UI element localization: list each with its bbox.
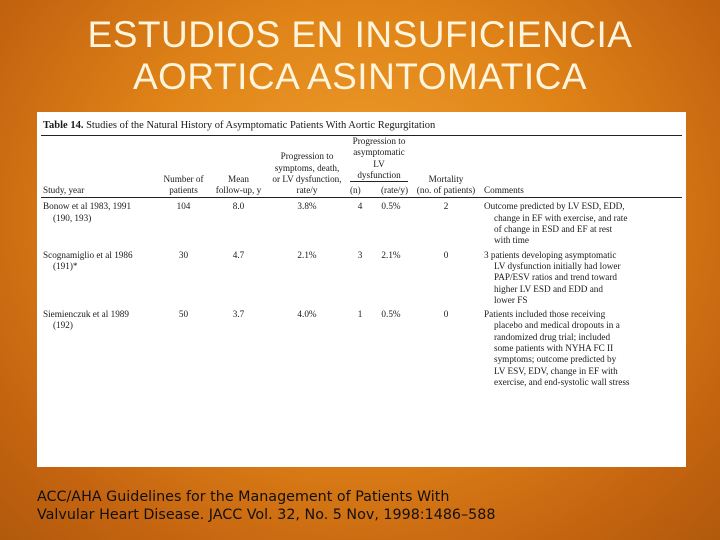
row-progression: 2.1% bbox=[297, 249, 317, 260]
header-patients: Number of patients bbox=[163, 173, 204, 196]
row-mortality: 0 bbox=[443, 249, 449, 260]
row-comments: Patients included those receiving placebo and medical dropouts in a randomized drug trial; included some patients with NYHA FC II symptoms; outcome predicted by LV ESV, EDV, change in EF with exercise, and end-systolic wall stress bbox=[484, 309, 630, 387]
header-followup: Mean follow-up, y bbox=[215, 173, 262, 196]
row-comments: 3 patients developing asymptomatic LV dysfunction initially had lower PAP/ESV ratios and trend toward higher LV ESD and EDD and lower FS bbox=[484, 249, 621, 305]
row-n: 1 bbox=[357, 309, 363, 320]
studies-table-image bbox=[37, 112, 686, 467]
slide-title bbox=[0, 14, 720, 98]
table-header bbox=[41, 136, 682, 197]
studies-table bbox=[41, 136, 682, 197]
row-study: Siemienczuk et al 1989 (192) bbox=[43, 309, 129, 331]
row-n: 4 bbox=[357, 201, 363, 212]
row-patients: 104 bbox=[176, 201, 191, 212]
row-rate: 0.5% bbox=[381, 201, 401, 212]
header-lv-dysfunction-group bbox=[348, 136, 410, 197]
row-patients: 30 bbox=[178, 249, 189, 260]
slide-title-line-1: ESTUDIOS EN INSUFICIENCIA bbox=[87, 14, 633, 55]
row-progression: 4.0% bbox=[297, 309, 317, 320]
studies-table-body bbox=[41, 198, 682, 388]
row-rate: 0.5% bbox=[381, 309, 401, 320]
table-caption-label: Table 14. bbox=[43, 120, 84, 131]
header-rate: (rate/y) bbox=[380, 185, 409, 196]
row-mortality: 2 bbox=[443, 201, 449, 212]
citation-journal: JACC Vol. 32, No. 5 Nov, 1998:1486–588 bbox=[204, 507, 496, 523]
row-followup: 4.7 bbox=[232, 249, 245, 260]
row-comments: Outcome predicted by LV ESD, EDD, change in EF with exercise, and rate of change in ESD and EF at rest with time bbox=[484, 201, 628, 246]
row-study: Bonow et al 1983, 1991 (190, 193) bbox=[43, 201, 132, 223]
citation-line-1: ACC/AHA Guidelines for the Management of Patients With bbox=[37, 489, 450, 505]
row-patients: 50 bbox=[178, 309, 189, 320]
table-caption bbox=[43, 120, 682, 131]
table-caption-text: Studies of the Natural History of Asymptomatic Patients With Aortic Regurgitation bbox=[86, 120, 436, 131]
row-rate: 2.1% bbox=[381, 249, 401, 260]
row-mortality: 0 bbox=[443, 309, 449, 320]
citation-footer bbox=[37, 488, 717, 524]
header-progression: Progression to symptoms, death, or LV dysfunction, rate/y bbox=[272, 151, 342, 196]
table-row bbox=[41, 247, 682, 306]
row-study: Scognamiglio et al 1986 (191)* bbox=[43, 249, 133, 271]
row-progression: 3.8% bbox=[297, 201, 317, 212]
header-mortality: Mortality (no. of patients) bbox=[416, 173, 476, 196]
table-row bbox=[41, 306, 682, 388]
row-n: 3 bbox=[357, 249, 363, 260]
table-row bbox=[41, 198, 682, 246]
citation-title: Valvular Heart Disease. bbox=[37, 507, 205, 523]
header-comments: Comments bbox=[484, 185, 524, 196]
row-followup: 8.0 bbox=[232, 201, 245, 212]
header-study: Study, year bbox=[43, 185, 85, 196]
row-followup: 3.7 bbox=[232, 309, 245, 320]
citation-line-2 bbox=[37, 506, 717, 524]
header-n: (n) bbox=[350, 185, 361, 196]
header-lv-dysfunction-label: Progression to asymptomatic LV dysfunction bbox=[350, 136, 408, 182]
slide-title-line-2: AORTICA ASINTOMATICA bbox=[132, 56, 588, 97]
